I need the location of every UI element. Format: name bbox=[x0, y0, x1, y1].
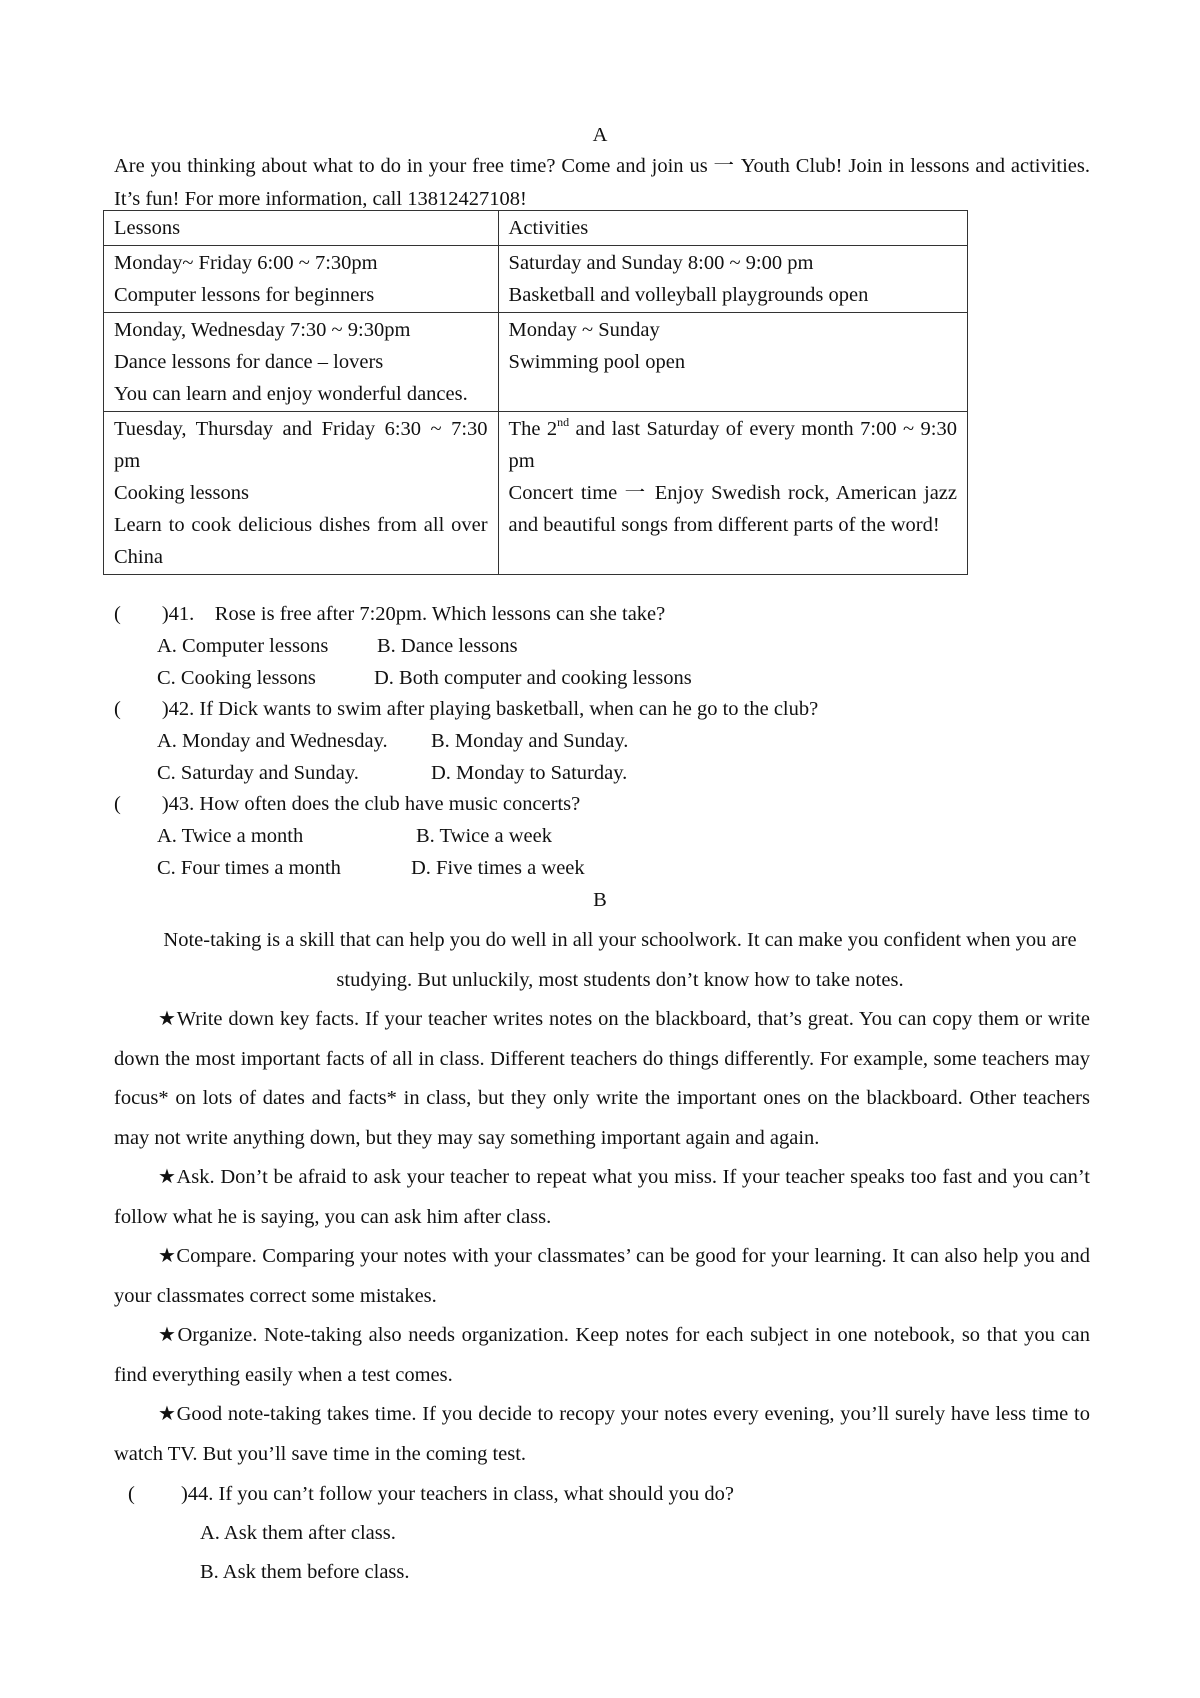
activity-cell bbox=[498, 412, 967, 575]
lesson-time: Monday, Wednesday 7:30 ~ 9:30pm bbox=[114, 319, 411, 341]
section-b-lead: Note-taking is a skill that can help you do well in all your schoolwork. It can make you confident when you are studying. But unluckily, most students don’t know how to take notes. bbox=[163, 929, 1077, 991]
lesson-cell bbox=[104, 313, 499, 412]
tip-text: Organize. Note-taking also needs organization. Keep notes for each subject in one notebook, so that you can find everything easily when a test comes. bbox=[114, 1324, 1090, 1386]
activity-time: Monday ~ Sunday bbox=[508, 319, 660, 341]
question-42-option-a: A. Monday and Wednesday. bbox=[157, 730, 388, 752]
activity-name: Swimming pool open bbox=[508, 351, 686, 373]
activity-cell bbox=[498, 246, 967, 313]
question-43: ( )43. How often does the club have music concerts? bbox=[114, 793, 581, 815]
section-a-intro: Are you thinking about what to do in your free time? Come and join us 一 Youth Club! Join in lessons and activities. It’s fun! For more information, call 13812427108! bbox=[114, 155, 1090, 210]
question-44: ( )44. If you can’t follow your teachers in class, what should you do? bbox=[128, 1483, 734, 1505]
tip-text: Ask. Don’t be afraid to ask your teacher to repeat what you miss. If your teacher speaks too fast and you can’t follow what he is saying, you can ask him after class. bbox=[114, 1166, 1090, 1228]
activity-description: Concert time 一 Enjoy Swedish rock, American jazz and beautiful songs from different parts of the word! bbox=[508, 482, 957, 536]
lesson-description: Learn to cook delicious dishes from all over China bbox=[114, 514, 488, 568]
lesson-description: You can learn and enjoy wonderful dances. bbox=[114, 383, 468, 405]
tip-text: Compare. Comparing your notes with your classmates’ can be good for your learning. It can also help you and your classmates correct some mistakes. bbox=[114, 1245, 1090, 1307]
lesson-name: Computer lessons for beginners bbox=[114, 284, 375, 306]
lesson-cell bbox=[104, 246, 499, 313]
tip-text: Good note-taking takes time. If you decide to recopy your notes every evening, you’ll surely have less time to watch TV. But you’ll save time in the coming test. bbox=[114, 1403, 1090, 1465]
tip-paragraph bbox=[114, 1394, 1090, 1474]
club-schedule-table bbox=[103, 210, 968, 575]
tip-paragraph bbox=[114, 1315, 1090, 1395]
question-43-option-a: A. Twice a month bbox=[157, 825, 304, 847]
activity-name: Basketball and volleyball playgrounds open bbox=[508, 284, 869, 306]
question-44-option-b: B. Ask them before class. bbox=[200, 1561, 410, 1583]
tip-paragraph bbox=[114, 999, 1090, 1158]
tip-paragraph bbox=[114, 1236, 1090, 1316]
activity-time-post: and last Saturday of every month 7:00 ~ 9:30 pm bbox=[508, 418, 957, 472]
question-42-option-c: C. Saturday and Sunday. bbox=[157, 762, 359, 784]
lesson-name: Dance lessons for dance – lovers bbox=[114, 351, 384, 373]
question-42-option-d: D. Monday to Saturday. bbox=[431, 762, 628, 784]
lesson-time: Tuesday, Thursday and Friday 6:30 ~ 7:30 pm bbox=[114, 418, 488, 472]
section-a-title: A bbox=[592, 124, 608, 146]
lesson-time: Monday~ Friday 6:00 ~ 7:30pm bbox=[114, 252, 378, 274]
tip-paragraph bbox=[114, 1157, 1090, 1237]
table-header-row bbox=[104, 211, 968, 246]
star-icon: ★ bbox=[158, 1401, 177, 1425]
star-icon: ★ bbox=[158, 1164, 177, 1188]
table-row bbox=[104, 246, 968, 313]
activity-time: Saturday and Sunday 8:00 ~ 9:00 pm bbox=[508, 252, 814, 274]
tip-text: Write down key facts. If your teacher writes notes on the blackboard, that’s great. You can copy them or write down the most important facts of all in class. Different teachers do things differently. For example, some teachers may focus* on lots of dates and facts* in class, but they only write the important ones on the blackboard. Other teachers may not write anything down, but they may say something important again and again. bbox=[114, 1008, 1091, 1149]
question-43-option-b: B. Twice a week bbox=[416, 825, 552, 847]
activity-cell bbox=[498, 313, 967, 412]
star-icon: ★ bbox=[158, 1322, 178, 1346]
activity-time bbox=[509, 413, 957, 477]
lesson-name: Cooking lessons bbox=[114, 482, 249, 504]
question-43-option-d: D. Five times a week bbox=[411, 857, 585, 879]
section-b-title: B bbox=[593, 889, 607, 911]
question-42-option-b: B. Monday and Sunday. bbox=[431, 730, 629, 752]
question-41-option-d: D. Both computer and cooking lessons bbox=[374, 667, 692, 689]
question-43-option-c: C. Four times a month bbox=[157, 857, 341, 879]
star-icon: ★ bbox=[158, 1006, 177, 1030]
star-icon: ★ bbox=[158, 1243, 177, 1267]
table-row bbox=[104, 313, 968, 412]
header-lessons: Lessons bbox=[104, 211, 499, 246]
question-44-option-a: A. Ask them after class. bbox=[200, 1522, 396, 1544]
question-41: ( )41. Rose is free after 7:20pm. Which lessons can she take? bbox=[114, 603, 666, 625]
table-row bbox=[104, 412, 968, 575]
question-41-option-b: B. Dance lessons bbox=[377, 635, 518, 657]
lesson-cell bbox=[104, 412, 499, 575]
question-42: ( )42. If Dick wants to swim after playing basketball, when can he go to the club? bbox=[114, 698, 819, 720]
question-41-option-a: A. Computer lessons bbox=[157, 635, 329, 657]
activity-time-pre: The 2 bbox=[508, 418, 558, 440]
ordinal-suffix: nd bbox=[557, 415, 570, 429]
header-activities: Activities bbox=[498, 211, 967, 246]
question-41-option-c: C. Cooking lessons bbox=[157, 667, 316, 689]
